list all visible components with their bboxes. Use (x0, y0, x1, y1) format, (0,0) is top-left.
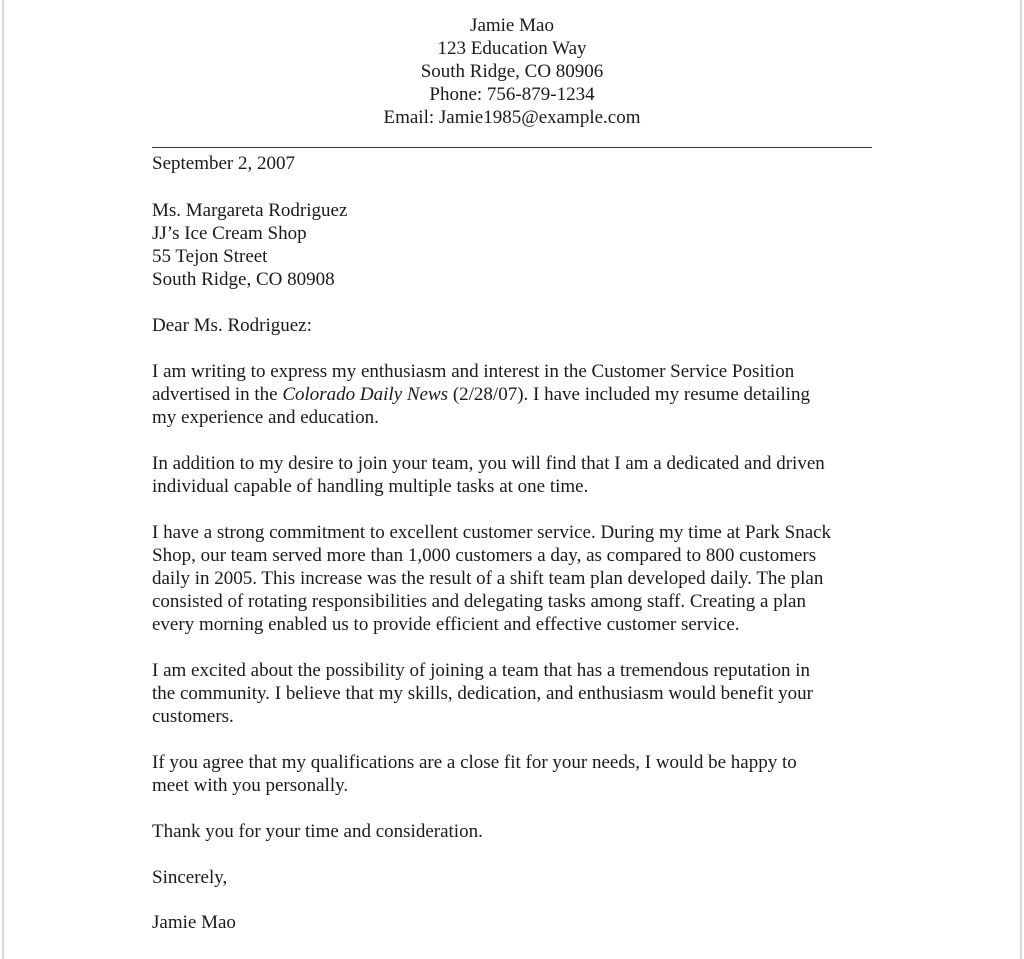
sender-city: South Ridge, CO 80906 (420, 61, 604, 82)
paragraph-3 (152, 521, 831, 636)
paragraph-line: daily in 2005. This increase was the result of a shift team plan developed daily. The plan (152, 568, 824, 589)
salutation: Dear Ms. Rodriguez: (152, 315, 312, 336)
sender-street: 123 Education Way (437, 38, 587, 59)
signature-name: Jamie Mao (152, 912, 236, 933)
paragraph-line: In addition to my desire to join your team, you will find that I am a dedicated and driven (152, 453, 825, 474)
paragraph-line: Shop, our team served more than 1,000 customers a day, as compared to 800 customers (152, 545, 817, 566)
letter-date: September 2, 2007 (152, 153, 296, 174)
page-border-left (2, 0, 4, 959)
sender-email: Email: Jamie1985@example.com (383, 107, 641, 128)
paragraph-line: every morning enabled us to provide efficient and effective customer service. (152, 614, 740, 635)
paragraph-4 (152, 659, 813, 728)
paragraph-line: the community. I believe that my skills, dedication, and enthusiasm would benefit your (152, 683, 813, 704)
paragraph-2 (152, 452, 825, 498)
paragraph-line: I am writing to express my enthusiasm and interest in the Customer Service Position (152, 361, 795, 382)
closing: Sincerely, (152, 867, 228, 888)
recipient-block (152, 199, 347, 291)
recipient-name: Ms. Margareta Rodriguez (152, 200, 348, 221)
letterhead (0, 14, 1024, 129)
paragraph-line: my experience and education. (152, 407, 379, 428)
paragraph-line (152, 383, 810, 406)
paragraph-line: customers. (152, 706, 234, 727)
paragraph-5 (152, 751, 797, 797)
page-border-right (1020, 0, 1022, 959)
paragraph-line: I have a strong commitment to excellent customer service. During my time at Park Snack (152, 522, 832, 543)
recipient-city: South Ridge, CO 80908 (152, 269, 335, 290)
sender-name: Jamie Mao (470, 15, 554, 36)
newspaper-title: Colorado Daily News (282, 384, 449, 405)
paragraph-line: meet with you personally. (152, 775, 349, 796)
text-span: (2/28/07). I have included my resume detailing (448, 384, 811, 405)
thanks-line: Thank you for your time and consideration. (152, 821, 483, 842)
recipient-street: 55 Tejon Street (152, 246, 268, 267)
paragraph-line: individual capable of handling multiple tasks at one time. (152, 476, 589, 497)
paragraph-1 (152, 360, 810, 429)
recipient-company: JJ’s Ice Cream Shop (152, 223, 307, 244)
text-span: advertised in the (152, 384, 283, 405)
paragraph-line: If you agree that my qualifications are a close fit for your needs, I would be happy to (152, 752, 797, 773)
sender-phone: Phone: 756-879-1234 (429, 84, 595, 105)
paragraph-line: I am excited about the possibility of joining a team that has a tremendous reputation in (152, 660, 810, 681)
paragraph-line: consisted of rotating responsibilities and delegating tasks among staff. Creating a plan (152, 591, 806, 612)
header-divider (152, 147, 872, 148)
